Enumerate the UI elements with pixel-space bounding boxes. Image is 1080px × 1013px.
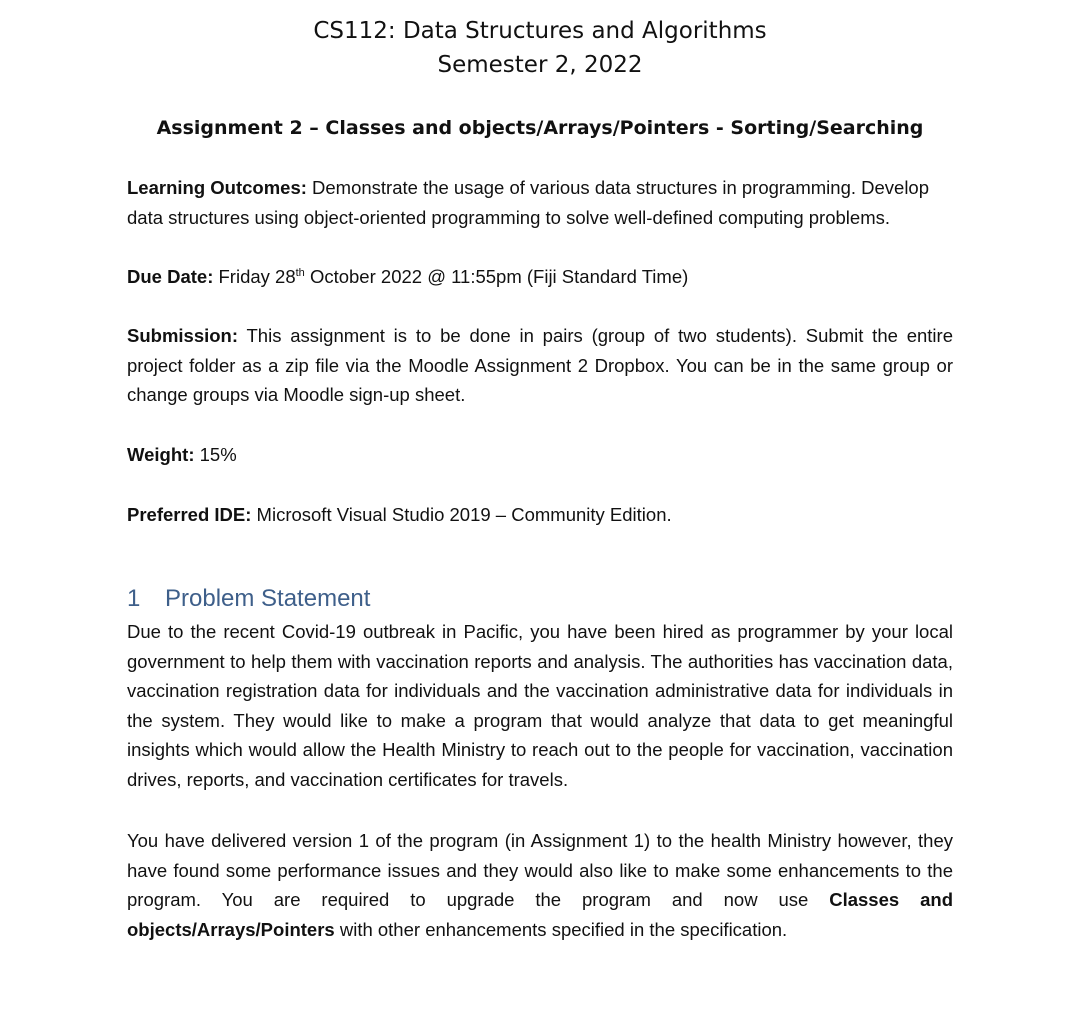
due-date-text-after: October 2022 @ 11:55pm (Fiji Standard Time): [304, 266, 689, 287]
due-date-text: Friday 28: [213, 266, 296, 287]
weight-value: 15%: [194, 444, 237, 465]
paragraph-2-text-after: with other enhancements specified in the specification.: [334, 918, 788, 940]
due-date: [127, 262, 953, 292]
due-date-label: Due Date:: [127, 266, 214, 287]
problem-statement-paragraph-2: [127, 826, 953, 944]
due-date-superscript: th: [295, 266, 305, 279]
weight: [127, 440, 953, 470]
weight-label: Weight:: [127, 444, 195, 465]
submission-label: Submission:: [127, 325, 239, 346]
learning-outcomes-label: Learning Outcomes:: [127, 177, 307, 198]
preferred-ide-text: Microsoft Visual Studio 2019 – Community Edition.: [251, 504, 672, 525]
section-number: 1: [127, 585, 141, 612]
assignment-title: Assignment 2 – Classes and objects/Arrays/Pointers - Sorting/Searching: [156, 117, 924, 139]
preferred-ide: [127, 500, 953, 530]
paragraph-2-bold: Classes and objects/Arrays/Pointers: [127, 889, 953, 940]
learning-outcomes-text: Demonstrate the usage of various data structures in programming. Develop data structures using object-oriented programming to solve well-defined computing problems.: [127, 177, 930, 228]
learning-outcomes: [127, 173, 953, 232]
problem-statement-paragraph-1: Due to the recent Covid-19 outbreak in Pacific, you have been hired as programmer by your local government to help them with vaccination reports and analysis. The authorities has vaccination data, vaccination registration data for individuals and the vaccination administrative data for individuals in the system. They would like to make a program that would analyze that data to get meaningful insights which would allow the Health Ministry to reach out to the people for vaccination, vaccination drives, reports, and vaccination certificates for travels.: [127, 621, 953, 790]
semester-title: Semester 2, 2022: [437, 52, 643, 78]
paragraph-2-text: You have delivered version 1 of the program (in Assignment 1) to the health Ministry however, they have found some performance issues and they would also like to make some enhancements to the program. You are required to upgrade the program and now use: [127, 830, 953, 911]
course-title: CS112: Data Structures and Algorithms: [313, 18, 767, 44]
submission: [127, 321, 953, 410]
preferred-ide-label: Preferred IDE:: [127, 504, 252, 525]
section-heading: [127, 583, 370, 615]
submission-text: This assignment is to be done in pairs (group of two students). Submit the entire project folder as a zip file via the Moodle Assignment 2 Dropbox. You can be in the same group or change groups via Moodle sign-up sheet.: [127, 325, 953, 406]
document-header: [0, 14, 1080, 82]
section-title: Problem Statement: [165, 585, 371, 612]
